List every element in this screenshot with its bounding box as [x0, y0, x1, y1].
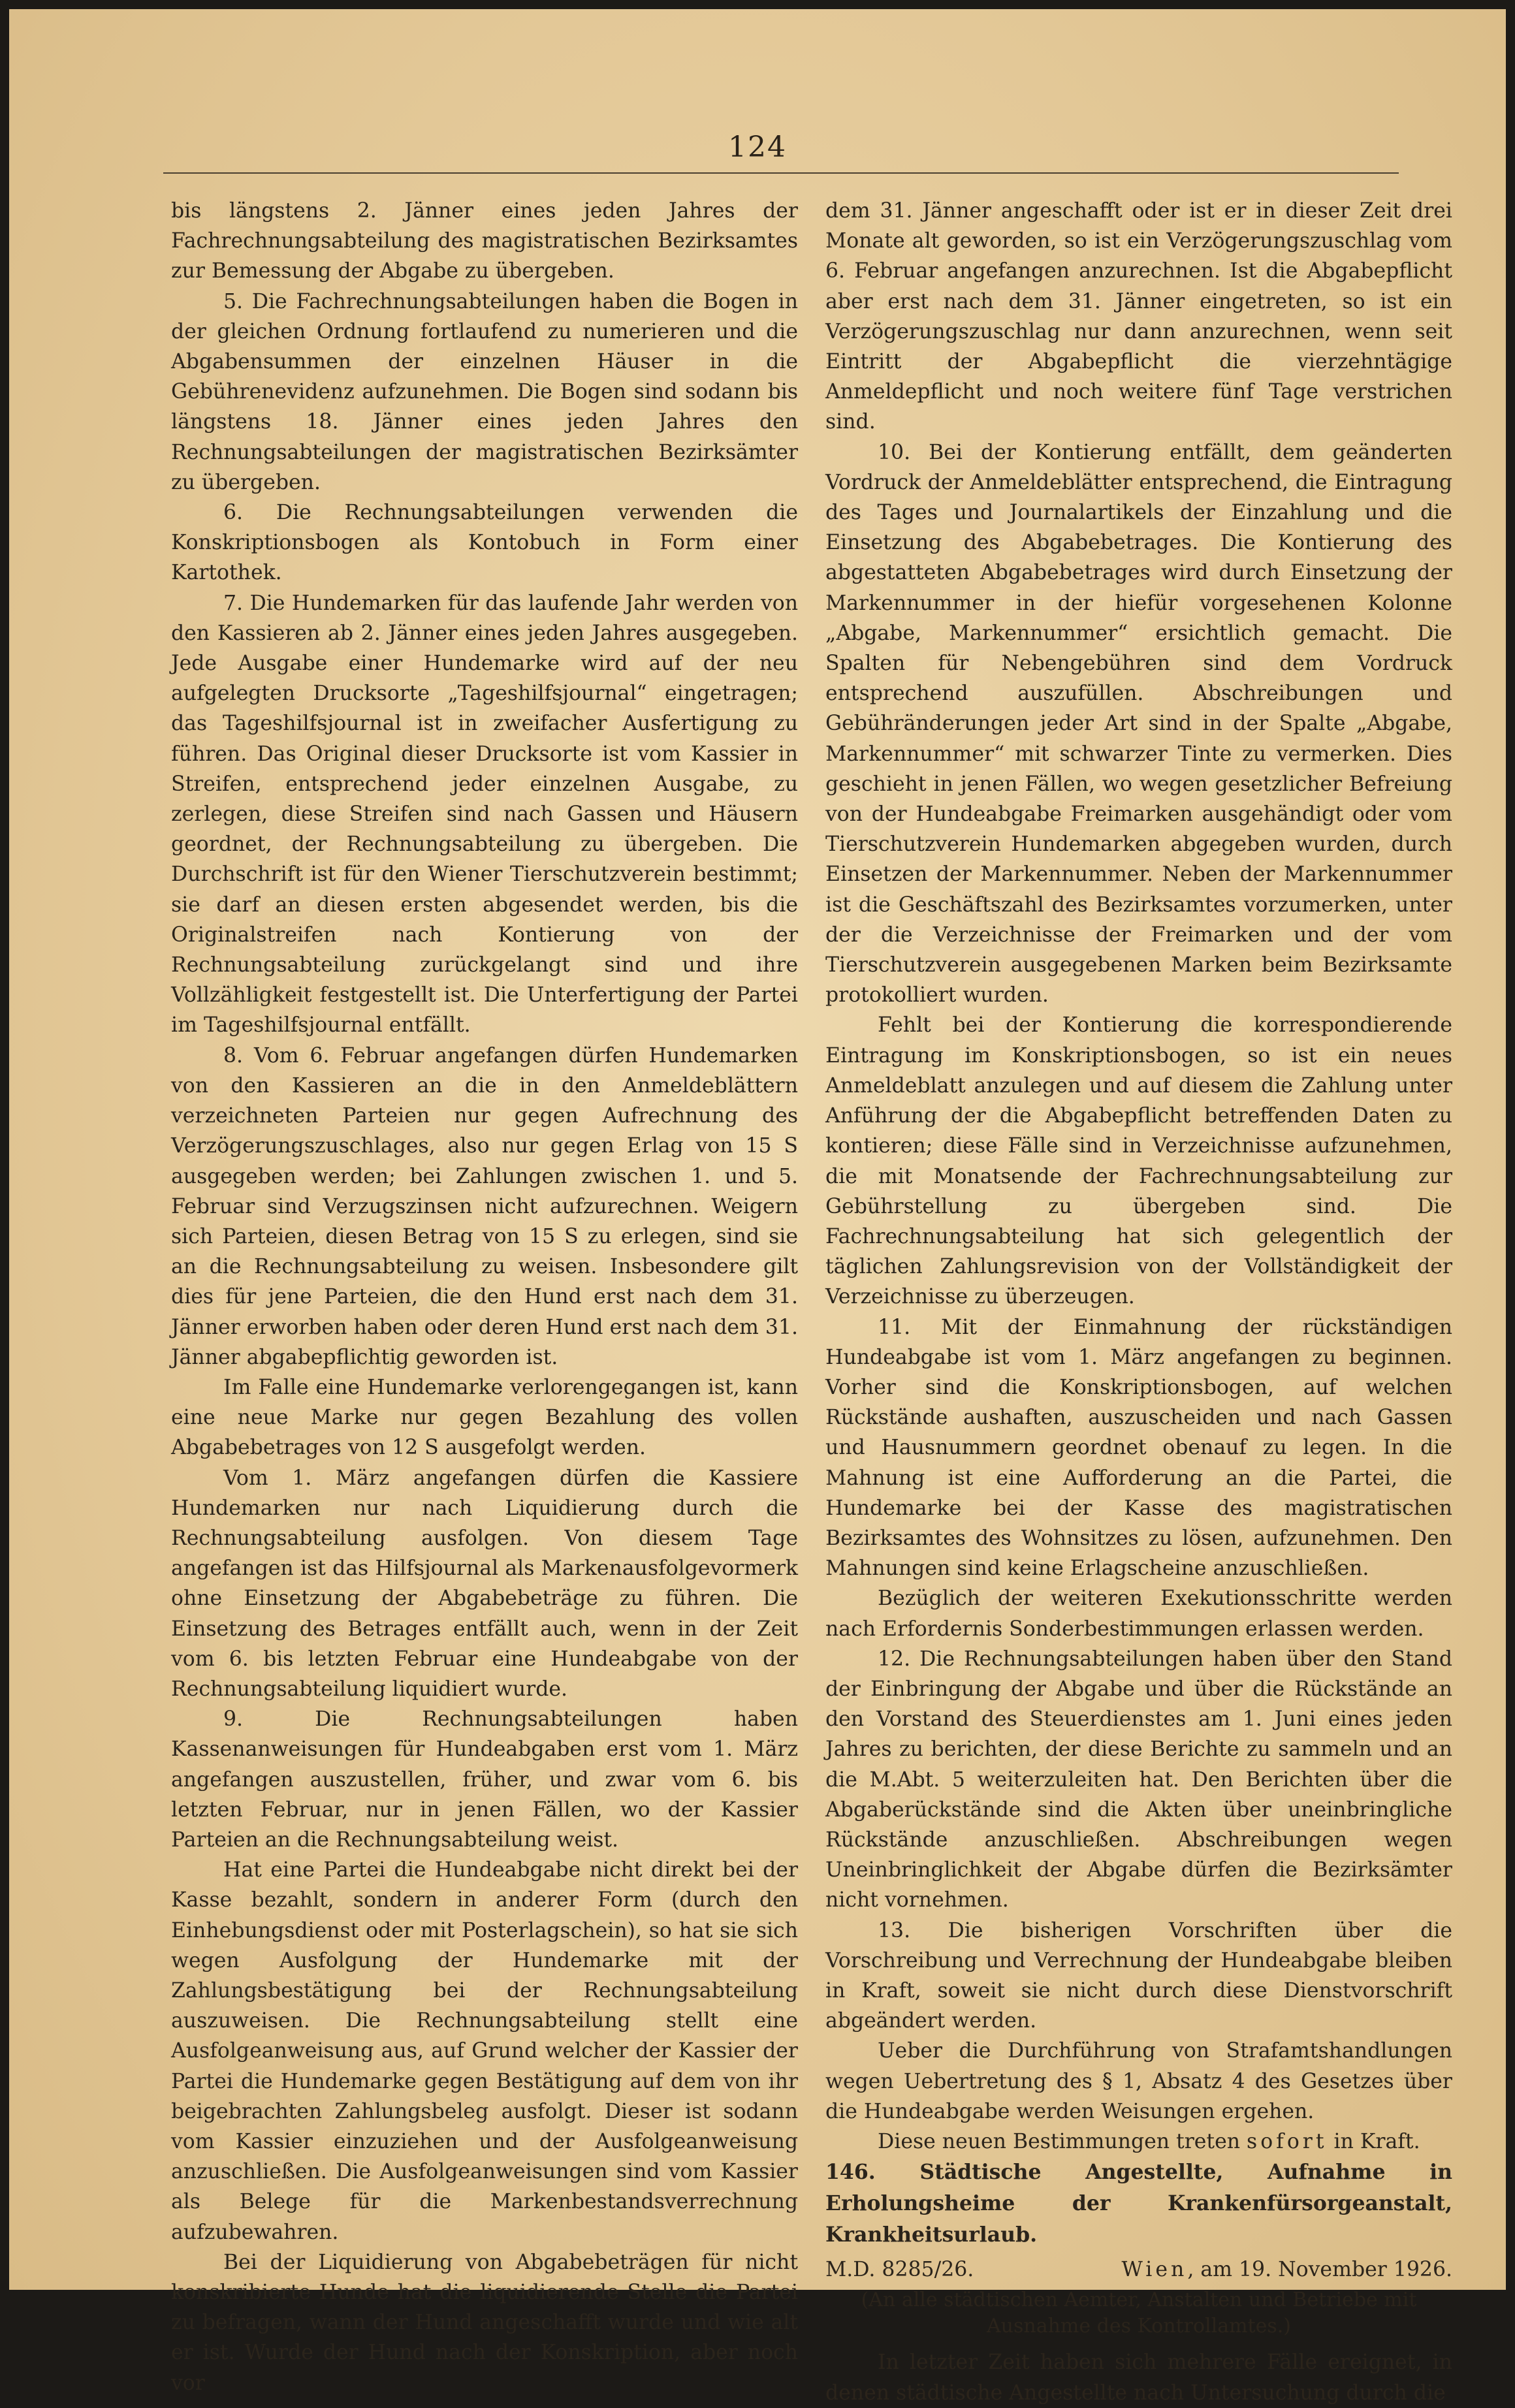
- paragraph: Ueber die Durchführung von Strafamtshandlungen wegen Uebertretung des § 1, Absatz 4 des Gesetzes über die Hundeabgabe werden Weisungen ergehen.: [825, 2039, 1452, 2123]
- reference-line: [825, 2255, 1452, 2285]
- paragraph: Vom 1. März angefangen dürfen die Kassiere Hundemarken nur nach Liquidierung durch die Rechnungsabteilung ausfolgen. Von diesem Tage angefangen ist das Hilfsjournal als Markenausfolgevormerk ohne Einsetzung der Abgabebeträge zu führen. Die Einsetzung des Betrages entfällt auch, wenn in der Zeit vom 6. bis letzten Februar eine Hundeabgabe von der Rechnungsabteilung liquidiert wurde.: [171, 1466, 798, 1701]
- paragraph: 13. Die bisherigen Vorschriften über die Vorschreibung und Verrechnung der Hundeabgabe bleiben in Kraft, soweit sie nicht durch diese Dienstvorschrift abgeändert werden.: [825, 1918, 1452, 2033]
- section-number: 146.: [825, 2160, 876, 2185]
- paragraph: Fehlt bei der Kontierung die korrespondierende Eintragung im Konskriptionsbogen, so ist ein neues Anmeldeblatt anzulegen und auf diesem die Zahlung unter Anführung der die Abgabepflicht betreffenden Daten zu kontieren; diese Fälle sind in Verzeichnisse aufzunehmen, die mit Monatsende der Fachrechnungsabteilung zur Gebührstellung zu übergeben sind. Die Fachrechnungsabteilung hat sich gelegentlich der täglichen Zahlungsrevision von der Vollständigkeit der Verzeichnisse zu überzeugen.: [825, 1013, 1452, 1309]
- paragraph: dem 31. Jänner angeschafft oder ist er in dieser Zeit drei Monate alt geworden, so ist ein Verzögerungszuschlag vom 6. Februar angefangen anzurechnen. Ist die Abgabepflicht aber erst nach dem 31. Jänner eingetreten, so ist ein Verzögerungszuschlag nur dann anzurechnen, wenn seit Eintritt der Abgabepflicht die vierzehntägige Anmeldepflicht und noch weitere fünf Tage verstrichen sind.: [825, 199, 1452, 434]
- paragraph: 9. Die Rechnungsabteilungen haben Kassenanweisungen für Hundeabgaben erst vom 1. März angefangen auszustellen, früher, und zwar vom 6. bis letzten Februar, nur in jenen Fällen, wo der Kassier Parteien an die Rechnungsabteilung weist.: [171, 1707, 798, 1852]
- reference-number: M.D. 8285/26.: [825, 2258, 974, 2282]
- document-page: [9, 9, 1506, 2405]
- paragraph: bis längstens 2. Jänner eines jeden Jahres der Fachrechnungsabteilung des magistratischen Bezirksamtes zur Bemessung der Abgabe zu übergeben.: [171, 199, 798, 283]
- paragraph: 8. Vom 6. Februar angefangen dürfen Hundemarken von den Kassieren an die in den Anmeldeblättern verzeichneten Parteien nur gegen Aufrechnung des Verzögerungszuschlages, also nur gegen Erlag von 15 S ausgegeben werden; bei Zahlungen zwischen 1. und 5. Februar sind Verzugszinsen nicht aufzurechnen. Weigern sich Parteien, diesen Betrag von 15 S zu erlegen, sind sie an die Rechnungsabteilung zu weisen. Insbesondere gilt dies für jene Parteien, die den Hund erst nach dem 31. Jänner erworben haben oder deren Hund erst nach dem 31. Jänner abgabepflichtig geworden ist.: [171, 1043, 798, 1369]
- paragraph: 10. Bei der Kontierung entfällt, dem geänderten Vordruck der Anmeldeblätter entsprechend, die Eintragung des Tages und Journalartikels der Einzahlung und die Einsetzung des Abgabebetrages. Die Kontierung des abgestatteten Abgabebetrages wird durch Einsetzung der Markennummer in der hiefür vorgesehenen Kolonne „Abgabe, Markennummer“ ersichtlich gemacht. Die Spalten für Nebengebühren sind dem Vordruck entsprechend auszufüllen. Abschreibungen und Gebühränderungen jeder Art sind in der Spalte „Abgabe, Markennummer“ mit schwarzer Tinte zu vermerken. Dies geschieht in jenen Fällen, wo wegen gesetzlicher Befreiung von der Hundeabgabe Freimarken ausgehändigt oder vom Tierschutzverein Hundemarken abgegeben wurden, durch Einsetzen der Markennummer. Neben der Markennummer ist die Geschäftszahl des Bezirksamtes vorzumerken, unter der die Verzeichnisse der Freimarken und der vom Tierschutzverein ausgegebenen Marken beim Bezirksamte protokolliert wurden.: [825, 440, 1452, 1007]
- header-rule: [163, 172, 1399, 174]
- place: Wien: [1121, 2258, 1188, 2282]
- date: , am 19. November 1926.: [1187, 2258, 1452, 2282]
- recipients-note: (An alle städtischen Aemter, Anstalten und Betriebe mit Ausnahme des Kontrollamtes.): [861, 2289, 1417, 2338]
- paragraph: 11. Mit der Einmahnung der rückständigen Hundeabgabe ist vom 1. März angefangen zu beginnen. Vorher sind die Konskriptionsbogen, auf welchen Rückstände aushaften, auszuscheiden und nach Gassen und Hausnummern geordnet obenauf zu legen. In die Mahnung ist eine Aufforderung an die Partei, die Hundemarke bei der Kasse des magistratischen Bezirksamtes des Wohnsitzes zu lösen, aufzunehmen. Den Mahnungen sind keine Erlagscheine anzuschließen.: [825, 1315, 1452, 1581]
- paragraph: 5. Die Fachrechnungsabteilungen haben die Bogen in der gleichen Ordnung fortlaufend zu numerieren und die Abgabensummen der einzelnen Häuser in die Gebührenevidenz aufzunehmen. Die Bogen sind sodann bis längstens 18. Jänner eines jeden Jahres den Rechnungsabteilungen der magistratischen Bezirksämter zu übergeben.: [171, 289, 798, 494]
- emphasis-spaced: sofort: [1247, 2130, 1328, 2153]
- right-column: [825, 196, 1452, 2408]
- paragraph: 7. Die Hundemarken für das laufende Jahr werden von den Kassieren ab 2. Jänner eines jeden Jahres ausgegeben. Jede Ausgabe einer Hundemarke wird auf der neu aufgelegten Drucksorte „Tageshilfsjournal“ eingetragen; das Tageshilfsjournal ist in zweifacher Ausfertigung zu führen. Das Original dieser Drucksorte ist vom Kassier in Streifen, entsprechend jeder einzelnen Ausgabe, zu zerlegen, diese Streifen sind nach Gassen und Häusern geordnet, der Rechnungsabteilung zu übergeben. Die Durchschrift ist für den Wiener Tierschutzverein bestimmt; sie darf an diesen ersten abgesendet werden, bis die Originalstreifen nach Kontierung von der Rechnungsabteilung zurückgelangt sind und ihre Vollzähligkeit festgestellt ist. Die Unterfertigung der Partei im Tageshilfsjournal entfällt.: [171, 591, 798, 1038]
- paragraph: Hat eine Partei die Hundeabgabe nicht direkt bei der Kasse bezahlt, sondern in anderer Form (durch den Einhebungsdienst oder mit Posterlagschein), so hat sie sich wegen Ausfolgung der Hundemarke mit der Zahlungsbestätigung bei der Rechnungsabteilung auszuweisen. Die Rechnungsabteilung stellt eine Ausfolgeanweisung aus, auf Grund welcher der Kassier der Partei die Hundemarke gegen Bestätigung auf dem von ihr beigebrachten Zahlungsbeleg ausfolgt. Dieser ist sodann vom Kassier einzuziehen und der Ausfolgeanweisung anzuschließen. Die Ausfolgeanweisungen sind vom Kassier als Belege für die Markenbestandsverrechnung aufzubewahren.: [171, 1858, 798, 2244]
- section-title: Städtische Angestellte, Aufnahme in Erholungsheime der Krankenfürsorgeanstalt, Krankheitsurlaub.: [825, 2160, 1452, 2247]
- paragraph: Bezüglich der weiteren Exekutionsschritte werden nach Erfordernis Sonderbestimmungen erlassen werden.: [825, 1587, 1452, 1641]
- left-column: [171, 196, 798, 2398]
- paragraph: 12. Die Rechnungsabteilungen haben über den Stand der Einbringung der Abgabe und über die Rückstände an den Vorstand des Steuerdienstes am 1. Juni eines jeden Jahres zu berichten, der diese Berichte zu sammeln und an die M.Abt. 5 weiterzuleiten hat. Den Berichten über die Abgaberückstände sind die Akten über uneinbringliche Rückstände anzuschließen. Abschreibungen wegen Uneinbringlichkeit der Abgabe dürfen die Bezirksämter nicht vornehmen.: [825, 1647, 1452, 1912]
- place-date: [1121, 2255, 1452, 2285]
- page-number: 124: [728, 131, 787, 164]
- paragraph: Bei der Liquidierung von Abgabebeträgen für nicht konskribierte Hunde hat die liquidierende Stelle die Partei zu befragen, wann der Hund angeschafft wurde und wie alt er ist. Wurde der Hund nach der Konskription, aber noch vor: [171, 2250, 798, 2395]
- section-heading: [825, 2157, 1452, 2251]
- paragraph: Im Falle eine Hundemarke verlorengegangen ist, kann eine neue Marke nur gegen Bezahlung des vollen Abgabebetrages von 12 S ausgefolgt werden.: [171, 1375, 798, 1460]
- paragraph: 6. Die Rechnungsabteilungen verwenden die Konskriptionsbogen als Kontobuch in Form einer Kartothek.: [171, 501, 798, 585]
- paragraph: In letzter Zeit haben sich mehrere Fälle ereignet, in denen städtische Angestellte nach Untersuchung durch die: [825, 2351, 1452, 2405]
- paragraph-effective: Diese neuen Bestimmungen treten sofort in Kraft.: [878, 2130, 1420, 2153]
